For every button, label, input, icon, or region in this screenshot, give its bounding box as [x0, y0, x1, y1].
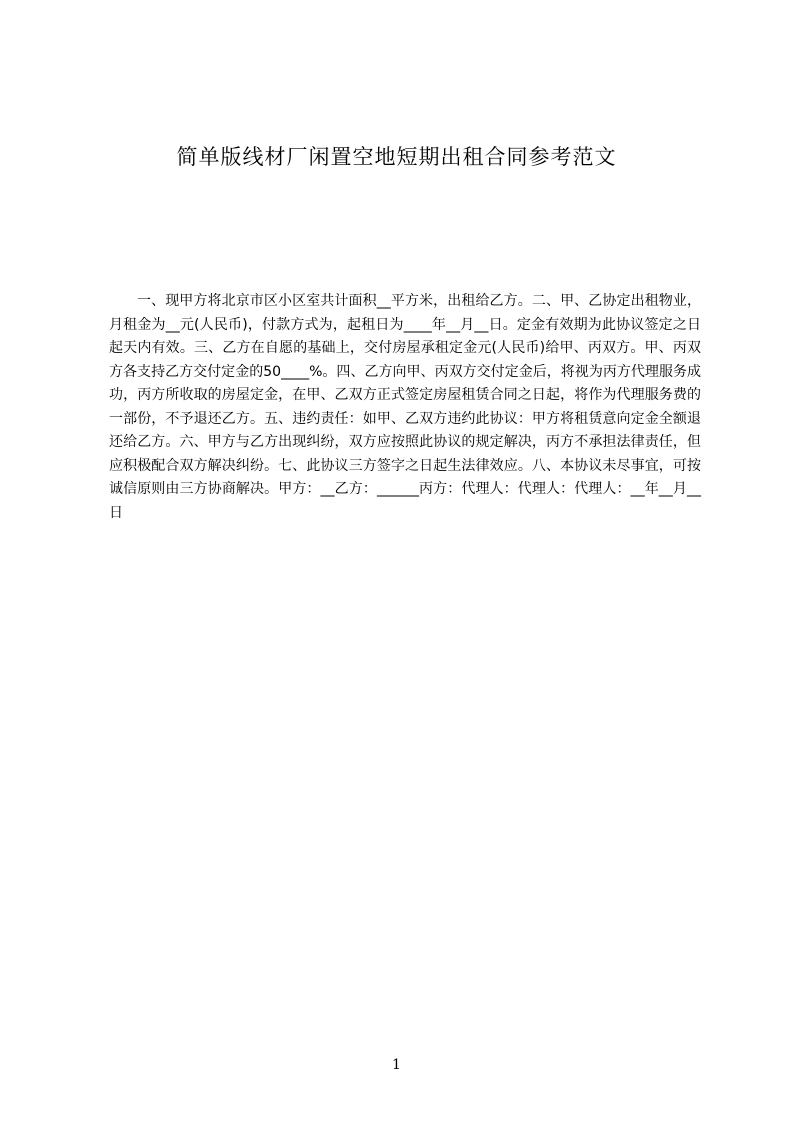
- contract-body-paragraph: 一、现甲方将北京市区小区室共计面积__平方米，出租给乙方。二、甲、乙协定出租物业，月租金为__元(人民币)，付款方式为，起租日为____年__月__日。定金有效期为此协议签定之日起天内有效。三、乙方在自愿的基础上，交付房屋承租定金元(人民币)给甲、丙双方。甲、丙双方各支持乙方交付定金的50____%。四、乙方向甲、丙双方交付定金后，将视为丙方代理服务成功，丙方所收取的房屋定金，在甲、乙双方正式签定房屋租赁合同之日起，将作为代理服务费的一部份，不予退还乙方。五、违约责任：如甲、乙双方违约此协议：甲方将租赁意向定金全额退还给乙方。六、甲方与乙方出现纠纷，双方应按照此协议的规定解决，丙方不承担法律责任，但应积极配合双方解决纠纷。七、此协议三方签字之日起生法律效应。八、本协议未尽事宜，可按诚信原则由三方协商解决。甲方：__乙方：______丙方：代理人：代理人：代理人：__年__月__日: [109, 293, 701, 521]
- document-title: 简单版线材厂闲置空地短期出租合同参考范文: [176, 145, 617, 169]
- page-number: 1: [392, 1057, 401, 1073]
